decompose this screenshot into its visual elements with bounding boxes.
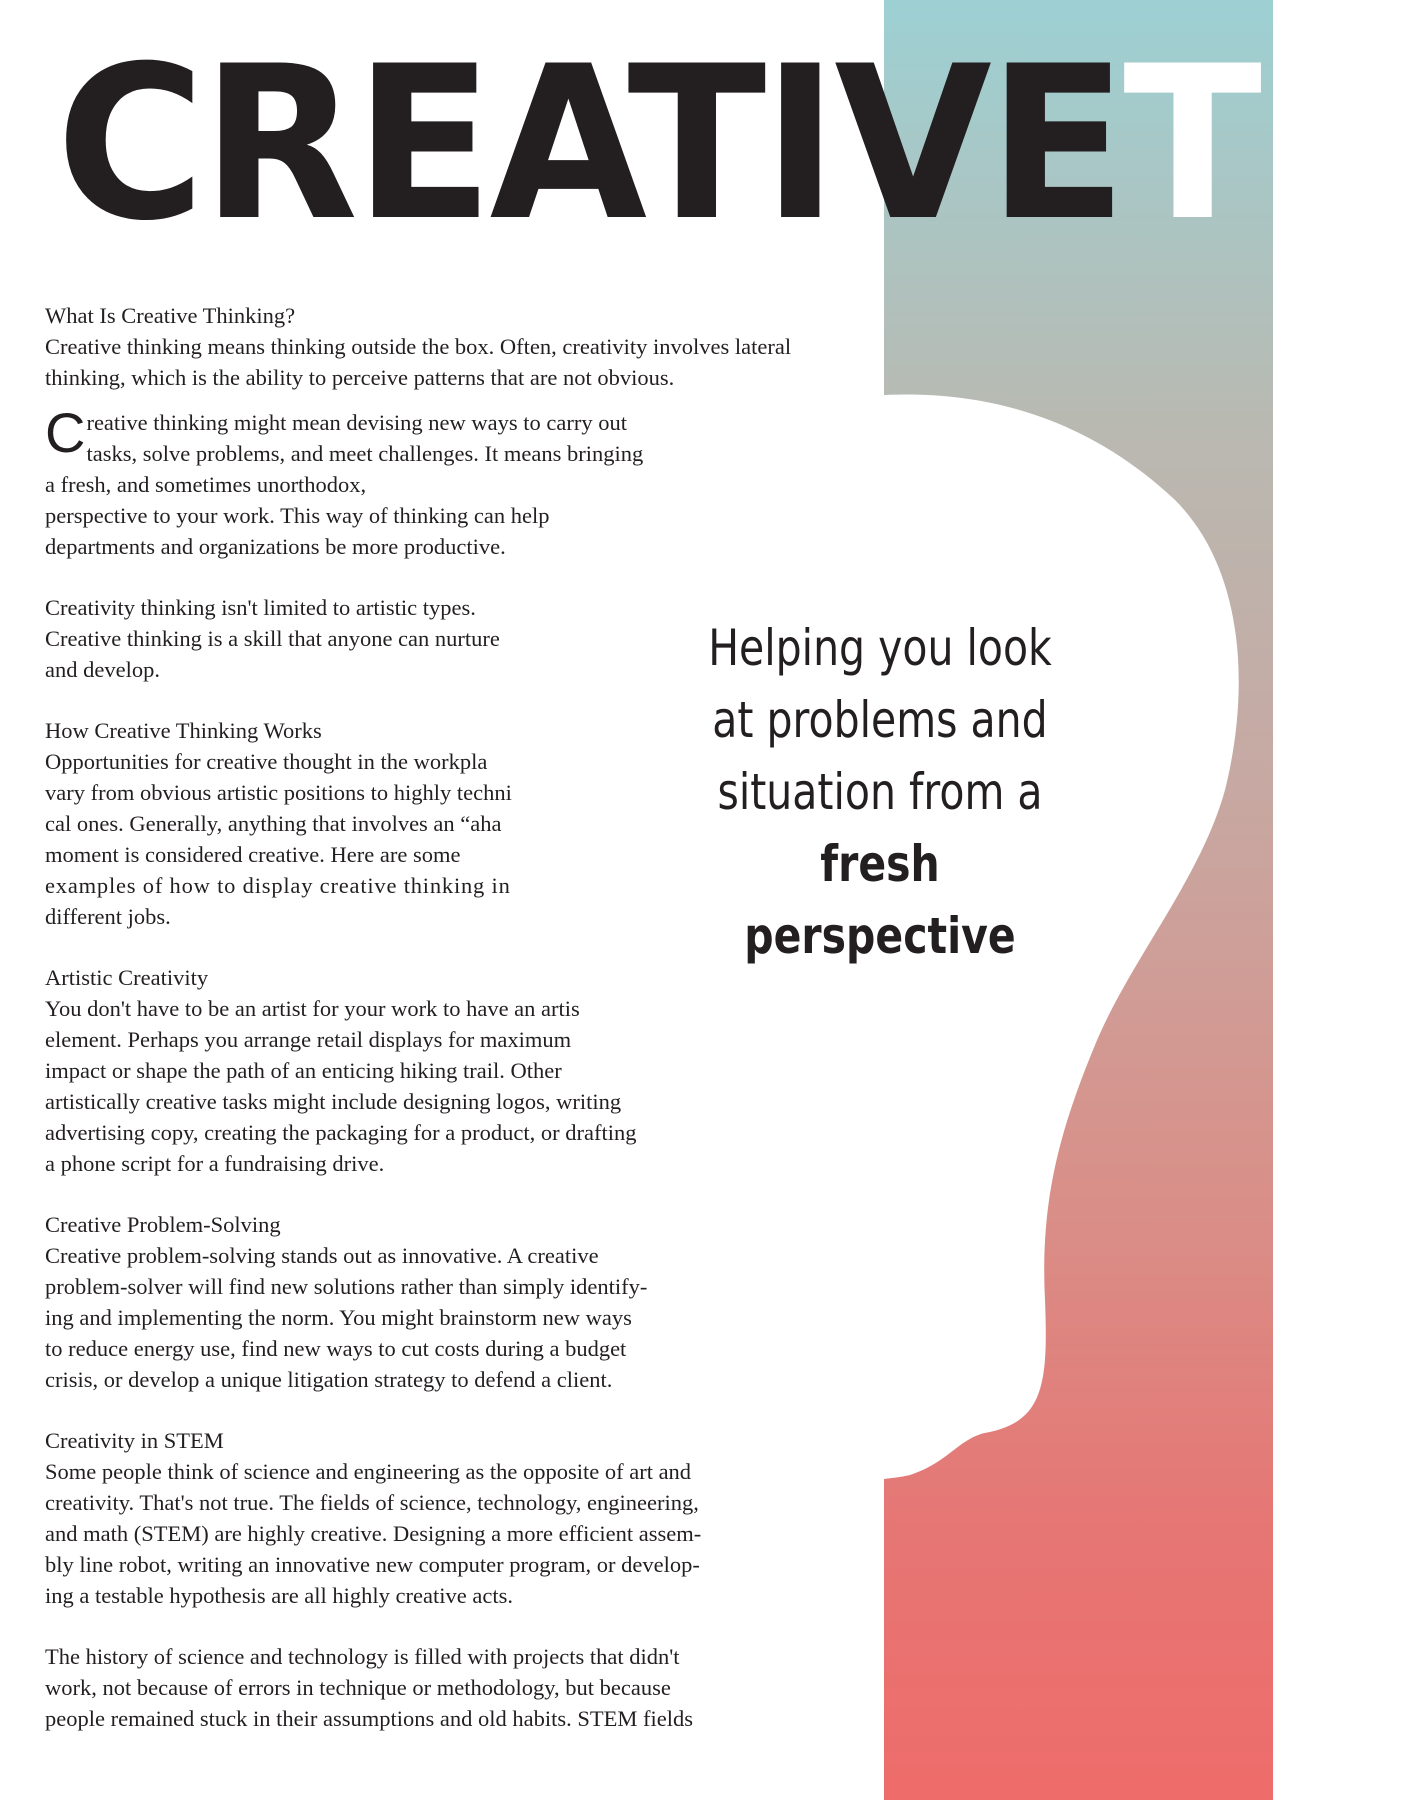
text-line: perspective to your work. This way of thinking can help <box>45 503 550 528</box>
title-dark-part: CREATIVE <box>56 20 1124 267</box>
paragraph <box>45 1456 845 1611</box>
paragraph <box>45 331 845 393</box>
text-line: a phone script for a fundraising drive. <box>45 1151 385 1176</box>
text-line: and develop. <box>45 657 160 682</box>
text-line: You don't have to be an artist for your work to have an artis <box>45 996 580 1021</box>
text-line: impact or shape the path of an enticing hiking trail. Other <box>45 1058 562 1083</box>
text-line: vary from obvious artistic positions to highly techni <box>45 780 512 805</box>
text-line: Creative thinking is a skill that anyone can nurture <box>45 626 500 651</box>
text-line: ing a testable hypothesis are all highly creative acts. <box>45 1583 513 1608</box>
section-heading: What Is Creative Thinking? <box>45 303 296 328</box>
text-line: reative thinking might mean devising new ways to carry out <box>86 410 627 435</box>
text-line: a fresh, and sometimes unorthodox, <box>45 472 367 497</box>
text-line: Some people think of science and engineering as the opposite of art and <box>45 1459 692 1484</box>
text-line: moment is considered creative. Here are some <box>45 842 461 867</box>
text-line: Creativity thinking isn't limited to artistic types. <box>45 595 476 620</box>
section-heading: How Creative Thinking Works <box>45 718 322 743</box>
text-line: to reduce energy use, find new ways to cut costs during a budget <box>45 1336 627 1361</box>
text-line: Creative problem-solving stands out as innovative. A creative <box>45 1243 599 1268</box>
text-line: cal ones. Generally, anything that involves an “aha <box>45 811 502 836</box>
tagline-line-4: fresh perspective <box>744 835 1016 965</box>
title-light-part: TH <box>1123 20 1425 267</box>
paragraph <box>45 746 845 932</box>
text-line: work, not because of errors in technique or methodology, but because <box>45 1675 671 1700</box>
text-line: and math (STEM) are highly creative. Designing a more efficient assem- <box>45 1521 702 1546</box>
text-line: tasks, solve problems, and meet challenges. It means bringing <box>86 441 644 466</box>
text-line: crisis, or develop a unique litigation strategy to defend a client. <box>45 1367 613 1392</box>
paragraph <box>45 592 845 685</box>
text-line: advertising copy, creating the packaging for a product, or drafting <box>45 1120 637 1145</box>
section-heading: Artistic Creativity <box>45 965 209 990</box>
text-line: element. Perhaps you arrange retail displays for maximum <box>45 1027 572 1052</box>
text-line: ing and implementing the norm. You might brainstorm new ways <box>45 1305 632 1330</box>
text-line: The history of science and technology is filled with projects that didn't <box>45 1644 680 1669</box>
text-line: thinking, which is the ability to perceive patterns that are not obvious. <box>45 365 675 390</box>
text-line: different jobs. <box>45 904 171 929</box>
tagline-line-2: at problems and <box>712 691 1048 749</box>
text-line: departments and organizations be more productive. <box>45 534 506 559</box>
section-heading: Creativity in STEM <box>45 1428 224 1453</box>
paragraph <box>45 993 845 1179</box>
section-heading: Creative Problem-Solving <box>45 1212 281 1237</box>
page-title <box>56 20 1425 267</box>
text-line: people remained stuck in their assumptions and old habits. STEM fields <box>45 1706 694 1731</box>
text-line: examples of how to display creative thinking in <box>45 873 511 898</box>
paragraph <box>45 401 845 562</box>
text-line: Opportunities for creative thought in the workpla <box>45 749 488 774</box>
text-line: problem-solver will find new solutions rather than simply identify- <box>45 1274 648 1299</box>
article-column <box>45 300 845 1734</box>
tagline-line-1: Helping you look <box>708 619 1052 677</box>
tagline-line-3: situation from a <box>717 763 1043 821</box>
text-line: Creative thinking means thinking outside the box. Often, creativity involves lateral <box>45 334 792 359</box>
paragraph <box>45 1240 845 1395</box>
text-line: artistically creative tasks might include designing logos, writing <box>45 1089 622 1114</box>
paragraph <box>45 1641 845 1734</box>
drop-cap: C <box>45 401 86 464</box>
text-line: bly line robot, writing an innovative new computer program, or develop- <box>45 1552 700 1577</box>
text-line: creativity. That's not true. The fields of science, technology, engineering, <box>45 1490 699 1515</box>
